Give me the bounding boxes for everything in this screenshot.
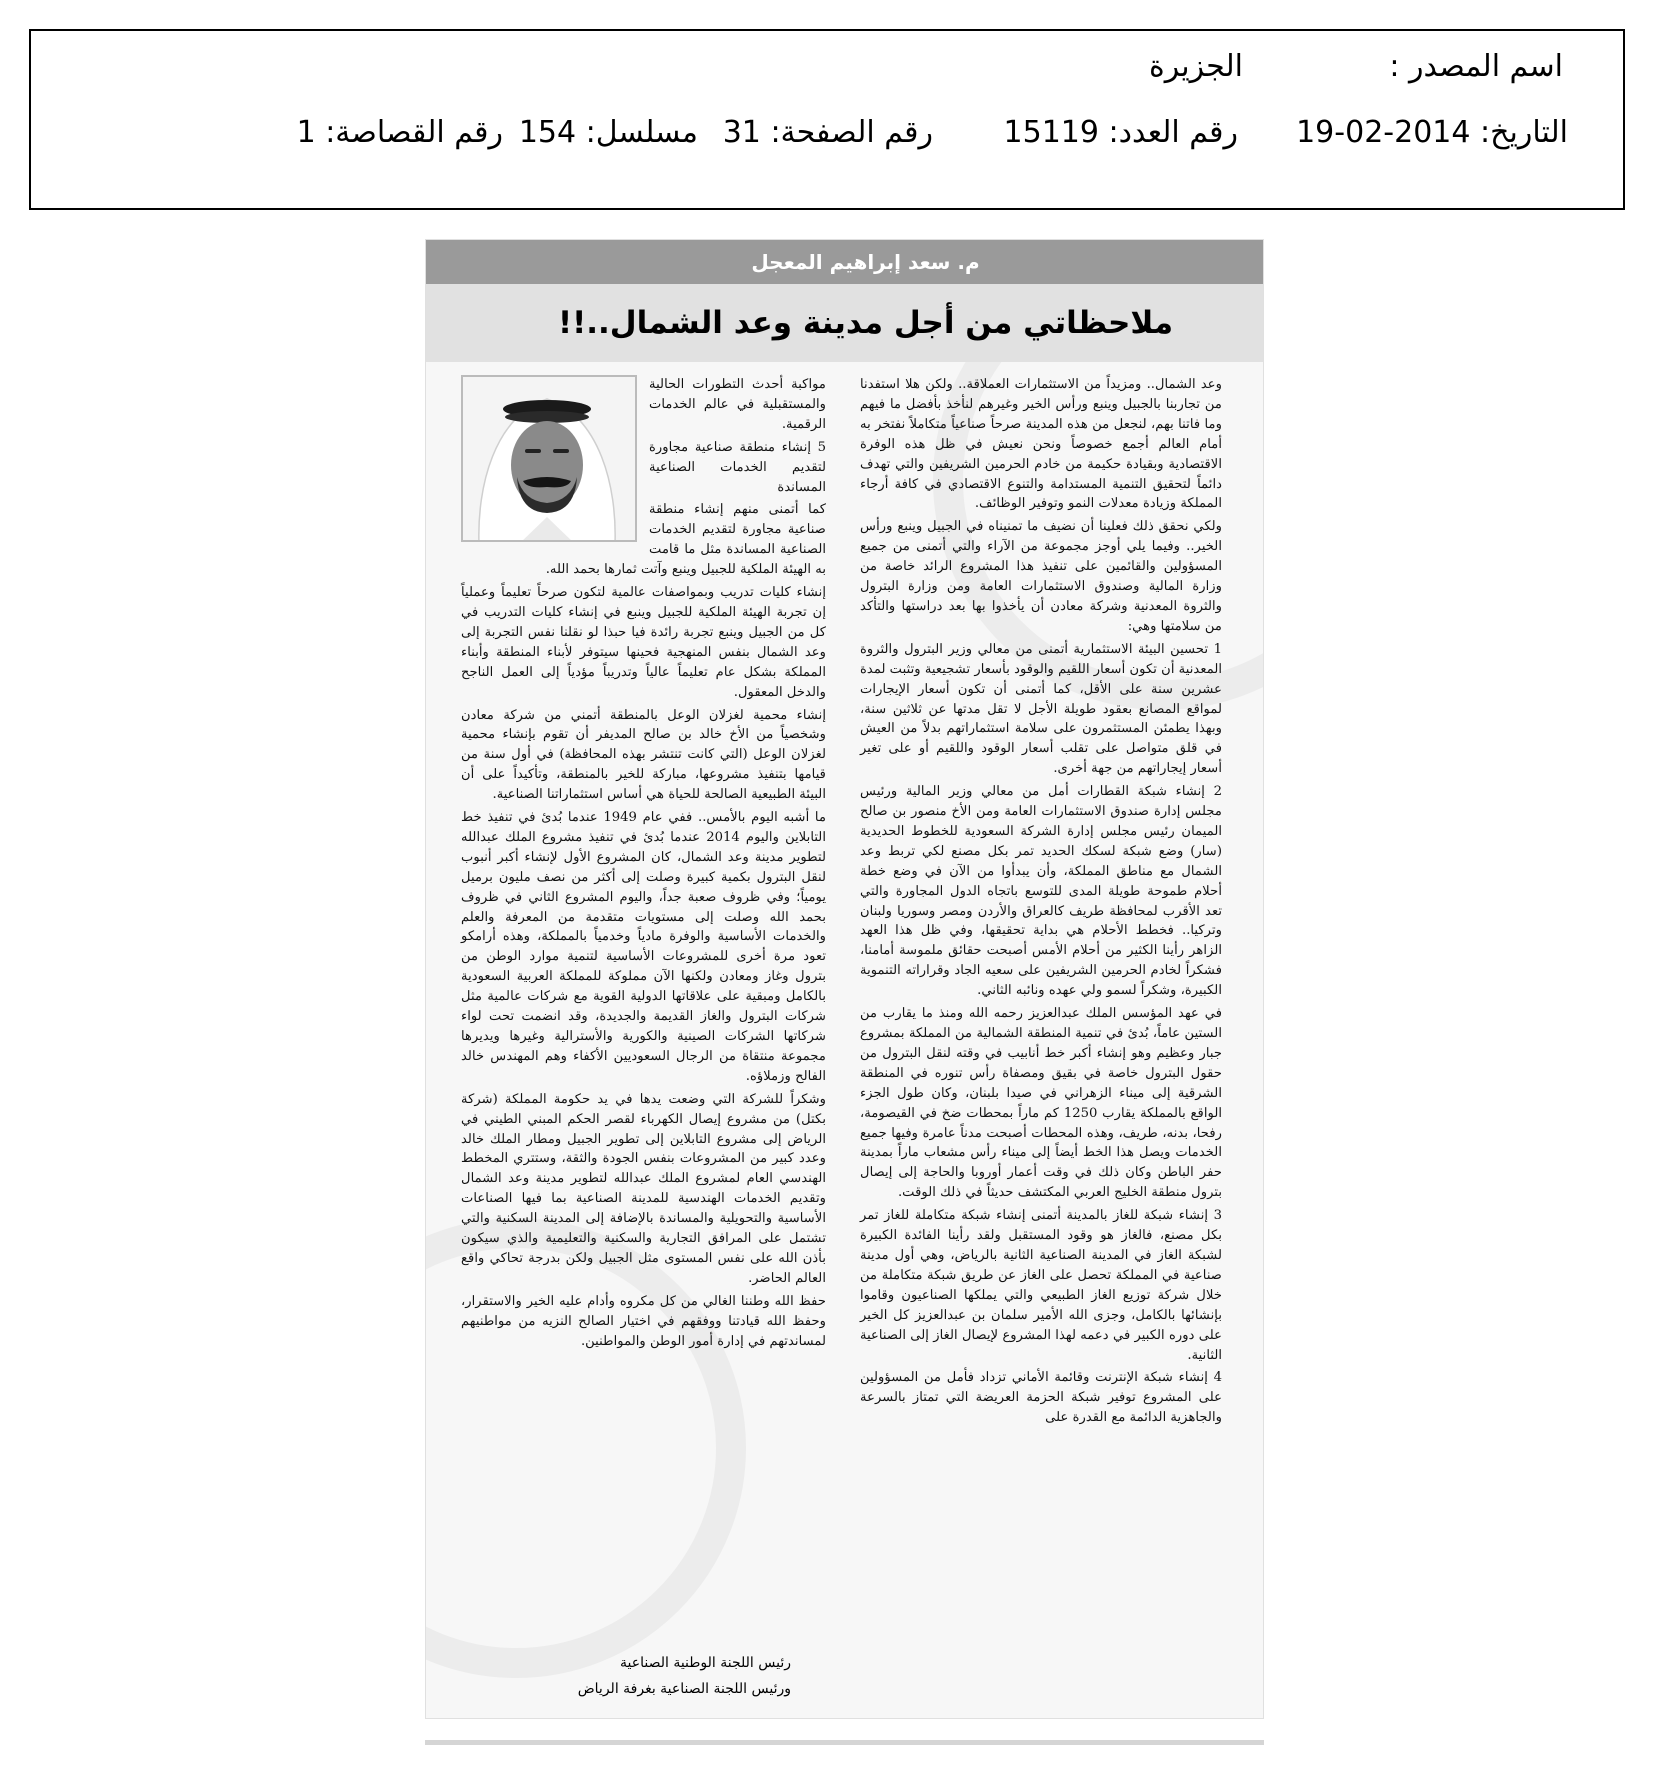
signature-title-2: ورئيس اللجنة الصناعية بغرفة الرياض bbox=[577, 1681, 791, 1697]
page-label: رقم الصفحة: 31 bbox=[722, 115, 933, 150]
portrait-image bbox=[461, 377, 635, 542]
paragraph: 2 إنشاء شبكة القطارات أمل من معالي وزير المالية ورئيس مجلس إدارة صندوق الاستثمارات العامة ومن الأخ منصور بن صالح الميمان رئيس مجلس إدارة الشركة السعودية للخطوط الحديدية (سار) وضع شبكة لسكك الحديد تمر بكل مصنع لكي تربط وعد الشمال مع مناطق المملكة، وأن يبدأوا من الآن في وضع خطة أحلام طموحة طويلة المدى للتوسع باتجاه الدول المجاورة والتي تعد الأقرب لمحافظة طريف كالعراق والأردن ومصر وسوريا ولبنان وتركيا.. فخطط الأحلام هي بداية تحقيقها، وفي ظل هذا العهد الزاهر رأينا الكثير من أحلام الأمس أصبحت حقائق ملموسة أمامنا، فشكراً لخادم الحرمين الشريفين على سعيه الجاد وقراراته التنموية الكبيرة، وشكراً لسمو ولي عهده ونائبه الثاني. bbox=[860, 784, 1222, 999]
article-column-left bbox=[461, 375, 826, 1355]
clip-number-label: رقم القصاصة: 1 bbox=[296, 115, 503, 150]
paragraph: ولكي نحقق ذلك فعلينا أن نضيف ما تمنيناه في الجبيل وينبع ورأس الخير.. وفيما يلي أوجز مجموعة من الآراء والتي أتمنى من جميع المسؤولين والقائمين على تنفيذ هذا المشروع الرائد خاصة من وزارة المالية وصندوق الاستثمارات العامة ومن وزارة البترول والثروة المعدنية وشركة معادن أن يأخذوا بها بعد دراستها والتأكد من سلامتها وهي: bbox=[860, 519, 1222, 634]
author-signature bbox=[461, 1650, 791, 1702]
paragraph: 3 إنشاء شبكة للغاز بالمدينة أتمنى إنشاء شبكة متكاملة للغاز تمر بكل مصنع، فالغاز هو وقود المستقبل ولقد رأينا الفائدة الكبيرة لشبكة الغاز في المدينة الصناعية الثانية بالرياض، وهي أول مدينة صناعية في المملكة تحصل على الغاز عن طريق شبكة متكاملة من خلال شركة توزيع الغاز الطبيعي والتي يملكها الصناعيون وقاموا بإنشائها بالكامل، وجزى الله الأمير سلمان بن عبدالعزيز كل الخير على دوره الكبير في دعمه لهذا المشروع لإيصال الغاز إلى الصناعية الثانية. bbox=[860, 1208, 1223, 1363]
paragraph: إنشاء محمية لغزلان الوعل بالمنطقة أتمني من شركة معادن وشخصياً من الأخ خالد بن صالح المديفر أن تقوم بإنشاء محمية لغزلان الوعل (التي كانت تنتشر بهذه المحافظة) في أول سنة من قيامها بتنفيذ مشروعها، مباركة للخير بالمنطقة، وتأكيداً على أن البيئة الطبيعية الصالحة للحياة هي أساس استثماراتنا الصناعية. bbox=[461, 707, 826, 803]
author-portrait bbox=[461, 375, 637, 542]
paragraph: 1 تحسين البيئة الاستثمارية أتمنى من معالي وزير البترول والثروة المعدنية أن تكون أسعار اللقيم والوقود بأسعار تشجيعية وتثبت لمدة عشرين سنة على الأقل، كما أتمنى أن تكون أسعار الإيجارات لمواقع المصانع بعقود طويلة الأجل لا تقل مدتها عن ثلاثين سنة، وبهذا يطمئن المستثمرون على سلامة استثماراتهم بدلاً من العيش في قلق متواصل على تقلب أسعار الوقود واللقيم أو على تغير أسعار إيجاراتهم من جهة أخرى. bbox=[860, 641, 1222, 777]
newspaper-clipping bbox=[425, 239, 1264, 1719]
clipping-metadata-box bbox=[29, 29, 1625, 210]
paragraph: 4 إنشاء شبكة الإنترنت وقائمة الأماني تزداد فأمل من المسؤولين على المشروع توفير شبكة الحزمة العريضة التي تمتاز بالسرعة والجاهزية الدائمة مع القدرة على bbox=[860, 1370, 1222, 1426]
paragraph: وعد الشمال.. ومزيداً من الاستثمارات العملاقة.. ولكن هلا استفدنا من تجاربنا بالجبيل وينبع ورأس الخير وغيرهم لنأخذ بأفضل ما فيهم وما فاتنا بهم، لنجعل من هذه المدينة صرحاً صناعياً متكاملاً نفتخر به أمام العالم أجمع خصوصاً ونحن نعيش في ظل هذه الوفرة الاقتصادية وبقيادة حكيمة من خادم الحرمين الشريفين والتي تهدف دائماً لتحقيق التنمية المستدامة والتنوع الاقتصادي في كافة أرجاء المملكة وزيادة معدلات النمو وتوفير الوظائف. bbox=[860, 377, 1222, 512]
date-label: التاريخ: 2014-02-19 bbox=[1296, 115, 1568, 150]
paragraph: في عهد المؤسس الملك عبدالعزيز رحمه الله ومنذ ما يقارب من الستين عاماً، بُدئ في تنمية المنطقة الشمالية من المملكة بمشروع جبار وعظيم وهو إنشاء أكبر خط أنابيب في وقته لنقل البترول من حقول البترول خاصة في بقيق ومصفاة رأس تنوره في المنطقة الشرقية إلى ميناء الزهراني في صيدا بلبنان، وكان طول الجزء الواقع بالمملكة يقارب 1250 كم ماراً بمحطات ضخ في القيصومة، رفحا، بدنه، طريف، وهذه المحطات أصبحت مدناً عامرة وفيها جميع الخدمات ويصل هذا الخط أيضاً إلى ميناء رأس مشعاب ماراً بمدينة حفر الباطن وكان ذلك في وقت أعمار أوروبا والحاجة إلى إيصال بترول منطقة الخليج العربي المكتشف حديثاً في ذلك الوقت. bbox=[860, 1006, 1222, 1201]
source-value: الجزيرة bbox=[1148, 49, 1243, 84]
paragraph: مواكبة أحدث التطورات الحالية والمستقبلية في عالم الخدمات الرقمية. bbox=[649, 377, 826, 432]
paragraph: وشكراً للشركة التي وضعت يدها في يد حكومة المملكة (شركة بكتل) من مشروع إيصال الكهرباء لقصر الحكم المبني الطيني في الرياض إلى مشروع التابلاين إلى تطوير الجبيل ومطار الملك خالد وعدد كبير من المشروعات بنفس الجودة والثقة، وستتري المخطط الهندسي العام لمشروع الملك عبدالله لتطوير مدينة وعد الشمال وتقديم الخدمات الهندسية للمدينة الصناعية بما فيها الصناعات الأساسية والتحويلية والمساندة بالإضافة إلى المدينة السكنية والتي تشتمل على المرافق التجارية والسكنية والتعليمية والذي سيكون بأذن الله على نفس المستوى مثل الجبيل ولكن بدرجة تحاكي واقع العالم الحاضر. bbox=[461, 1091, 826, 1286]
serial-label: مسلسل: 154 bbox=[518, 115, 698, 150]
paragraph: 5 إنشاء منطقة صناعية مجاورة لتقديم الخدمات الصناعية المساندة bbox=[649, 439, 826, 495]
bottom-divider bbox=[425, 1740, 1264, 1745]
article-column-right bbox=[860, 375, 1222, 1431]
author-name: م. سعد إبراهيم المعجل bbox=[426, 240, 1264, 284]
paragraph: ما أشبه اليوم بالأمس.. ففي عام 1949 عندما بُدئ في تنفيذ خط التابلاين واليوم 2014 عندما بُدئ في تنفيذ مشروع الملك عبدالله لتطوير مدينة وعد الشمال، كان المشروع الأول لإنشاء أكبر أنبوب لنقل البترول بكمية كبيرة وصلت إلى أكثر من نصف مليون برميل يومياً؛ وفي ظروف صعبة جداً، واليوم المشروع الثاني في ظروف بحمد الله وصلت إلى مستويات متقدمة من المعرفة والعلم والخدمات الأساسية والوفرة مادياً وخدمياً بالمملكة، وهذه أرامكو تعود مرة أخرى للمشروعات الأساسية لتنمية موارد الوطن من بترول وغاز ومعادن ولكنها الآن مملوكة للمملكة العربية السعودية بالكامل ومبقية على علاقاتها الدولية القوية مع شركات عالمية مثل شركات البترول والغاز القديمة والجديدة، وقد انضمت تحت لواء شركاتها الشركات الصينية والكورية والأسترالية وغيرها ويديرها مجموعة منتقاة من الرجال السعوديين الأكفاء وهم المهندس خالد الفالح وزملاؤه. bbox=[461, 810, 827, 1084]
paragraph: إنشاء كليات تدريب وبمواصفات عالمية لتكون صرحاً تعليماً وعملياً إن تجربة الهيئة الملكية للجبيل وينبع في إنشاء كليات التدريب في كل من الجبيل وينبع تجربة رائدة فيا حبذا لو نقلنا نفس التجربة إلى وعد الشمال بنفس المنهجية فحينها سيتوفر لأبناء المنطقة وأبناء المملكة بشكل عام تعليماً عالياً وتدريباً مؤدياً إلى العمل الناجح والدخل المعقول. bbox=[461, 585, 826, 700]
paragraph: كما أتمنى منهم إنشاء منطقة صناعية مجاورة لتقديم الخدمات الصناعية المساندة مثل ما قامت به الهيئة الملكية للجبيل وينبع وآتت ثمارها بحمد الله. bbox=[545, 502, 826, 578]
signature-title-1: رئيس اللجنة الوطنية الصناعية bbox=[620, 1655, 791, 1671]
paragraph: حفظ الله وطننا الغالي من كل مكروه وأدام عليه الخير والاستقرار، وحفظ الله قيادتنا ووفقهم في اختيار الصالح النزيه من مواطنيهم لمساندتهم في إدارة أمور الوطن والمواطنين. bbox=[461, 1293, 826, 1349]
issue-label: رقم العدد: 15119 bbox=[1003, 115, 1238, 150]
source-label: اسم المصدر : bbox=[1389, 49, 1563, 84]
article-title: ملاحظاتي من أجل مدينة وعد الشمال..!! bbox=[426, 284, 1264, 362]
